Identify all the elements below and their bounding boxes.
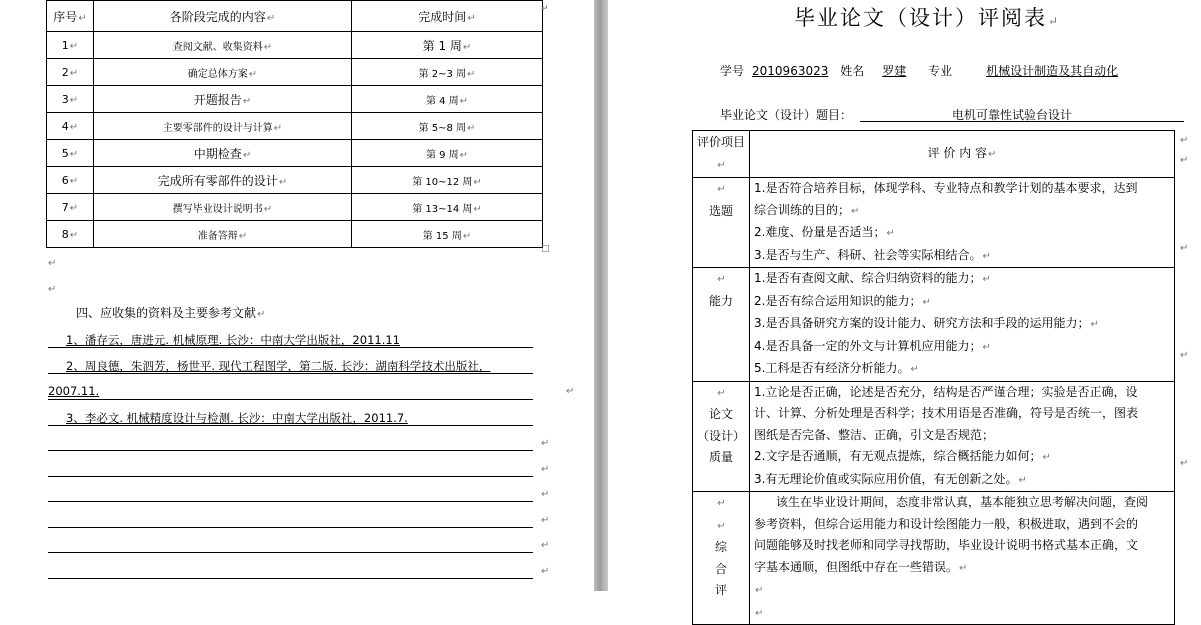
row-content: 查阅文献、收集资料↵ [94, 32, 352, 59]
underline-rule [48, 476, 533, 477]
paragraph-mark: ↵ [541, 489, 550, 500]
topic-label: 毕业论文（设计）题目： [720, 108, 853, 122]
underline-rule [48, 373, 533, 374]
underline-rule [48, 578, 533, 579]
paragraph-mark: ↵ [566, 386, 575, 397]
underline-rule [48, 501, 533, 502]
end-of-row-mark: ↵ [541, 4, 549, 14]
header-cell: 各阶段完成的内容↵ [94, 1, 352, 32]
underline-rule [48, 552, 533, 553]
table-resize-handle[interactable]: □ [541, 244, 550, 254]
evaluation-content: 1.是否有查阅文献、综合归纳资料的能力；↵ 2.是否有综合运用知识的能力；↵ 3.是否具备研究方案的设计能力、研究方法和手段的运用能力；↵ 4.是否具备一定的外文与计算机应用能力；↵ 5.工科是否有经济分析能力。↵ [750, 268, 1175, 382]
row-time: 第 1 周↵ [352, 32, 543, 59]
paragraph-mark: ↵ [541, 515, 550, 526]
references-section-title: 四、应收集的资料及主要参考文献↵ [76, 306, 266, 320]
right-page [608, 0, 1201, 619]
underline-rule [48, 425, 533, 426]
paragraph-mark: ↵ [48, 284, 57, 295]
evaluation-content: 1.是否符合培养目标，体现学科、专业特点和教学计划的基本要求，达到 综合训练的目的；↵ 2.难度、份量是否适当；↵ 3.是否与生产、科研、社会等实际相结合。↵ [750, 178, 1175, 268]
table-row [47, 194, 543, 221]
header-cell: 评价项目↵ [693, 131, 750, 178]
table-row [47, 59, 543, 86]
row-number: 5↵ [47, 140, 94, 167]
underline-rule [48, 527, 533, 528]
row-number: 6↵ [47, 167, 94, 194]
left-page [0, 0, 594, 591]
row-time: 第 5~8 周↵ [352, 113, 543, 140]
end-of-row-mark: ↵ [1180, 458, 1189, 469]
overall-comment[interactable]: 该生在毕业设计期间，态度非常认真，基本能独立思考解决问题，查阅 参考资料，但综合运用能力和设计绘图能力一般，积极进取，遇到不会的 问题能够及时找老师和同学寻找帮助，毕业设计说明书格式基本正确，文 字基本通顺，但图纸中存在一些错误。↵ ↵ ↵ [750, 492, 1175, 625]
paragraph-mark: ↵ [541, 540, 550, 551]
row-content: 中期检查↵ [94, 140, 352, 167]
row-content: 主要零部件的设计与计算↵ [94, 113, 352, 140]
row-content: 完成所有零部件的设计↵ [94, 167, 352, 194]
row-number: 7↵ [47, 194, 94, 221]
row-time: 第 2~3 周↵ [352, 59, 543, 86]
end-of-row-mark: ↵ [1180, 350, 1189, 361]
schedule-table [46, 0, 543, 248]
student-id-value: 2010963023 [752, 64, 829, 78]
underline-rule [48, 347, 533, 348]
row-time: 第 9 周↵ [352, 140, 543, 167]
paragraph-mark: ↵ [541, 464, 550, 475]
end-of-row-mark: ↵ [1180, 155, 1189, 166]
table-row [47, 140, 543, 167]
end-of-row-mark: ↵ [1180, 135, 1189, 146]
header-cell: 完成时间↵ [352, 1, 543, 32]
reference-item: 2、周良德，朱泗芳，杨世平. 现代工程图学，第二版. 长沙：湖南科学技术出版社， [66, 359, 491, 373]
student-info-line: 学号 2010963023 姓名 罗建 专业 机械设计制造及其自动化 [720, 62, 1152, 79]
row-number: 3↵ [47, 86, 94, 113]
table-row [47, 167, 543, 194]
evaluation-row-ability [693, 268, 1175, 382]
evaluation-row-quality [693, 381, 1175, 492]
row-content: 准备答辩↵ [94, 221, 352, 248]
row-time: 第 10~12 周↵ [352, 167, 543, 194]
row-number: 2↵ [47, 59, 94, 86]
schedule-header-row [47, 1, 543, 32]
underline-rule [48, 450, 533, 451]
table-row [47, 86, 543, 113]
row-number: 8↵ [47, 221, 94, 248]
evaluation-label: ↵ 论文 （设计） 质量 [693, 381, 750, 492]
evaluation-label: ↵ 能力 [693, 268, 750, 382]
evaluation-label: ↵ 选题 [693, 178, 750, 268]
paragraph-mark: ↵ [48, 258, 57, 269]
header-cell: 序号↵ [47, 1, 94, 32]
row-number: 4↵ [47, 113, 94, 140]
paragraph-mark: ↵ [541, 566, 550, 577]
row-time: 第 4 周↵ [352, 86, 543, 113]
topic-value: 电机可靠性试验台设计 [952, 108, 1073, 122]
table-row [47, 113, 543, 140]
evaluation-content: 1.立论是否正确，论述是否充分，结构是否严谨合理；实验是否正确，设 计、计算、分析处理是否科学；技术用语是否准确，符号是否统一，图表 图纸是否完备、整洁、正确，引文是否规范； 2.文字是否通顺，有无观点提炼，综合概括能力如何；↵ 3.有无理论价值或实际应用价值，有无创新之处。↵ [750, 381, 1175, 492]
row-time: 第 15 周↵ [352, 221, 543, 248]
end-of-row-mark: ↵ [1180, 243, 1189, 254]
reference-item: 1、潘存云，唐进元. 机械原理. 长沙：中南大学出版社，2011.11 [66, 333, 400, 347]
paragraph-mark: ↵ [541, 438, 550, 449]
table-row [47, 32, 543, 59]
row-content: 开题报告↵ [94, 86, 352, 113]
student-name-value: 罗建 [882, 64, 907, 78]
header-cell: 评 价 内 容↵ [750, 131, 1175, 178]
row-content: 撰写毕业设计说明书↵ [94, 194, 352, 221]
evaluation-header-row [693, 131, 1175, 178]
table-row [47, 221, 543, 248]
reference-item: 3、李必文. 机械精度设计与检测. 长沙：中南大学出版社，2011.7. [66, 411, 408, 425]
major-value: 机械设计制造及其自动化 [986, 64, 1119, 78]
row-content: 确定总体方案↵ [94, 59, 352, 86]
row-number: 1↵ [47, 32, 94, 59]
underline-rule [48, 399, 533, 400]
page-title: 毕业论文（设计）评阅表↵ [794, 6, 1061, 30]
evaluation-row-topic [693, 178, 1175, 268]
page-gutter [594, 0, 608, 591]
evaluation-table [692, 130, 1175, 625]
evaluation-label: ↵ ↵ 综 合 评 [693, 492, 750, 625]
reference-item: 2007.11. [48, 384, 100, 398]
topic-underline [860, 121, 1184, 122]
row-time: 第 13~14 周↵ [352, 194, 543, 221]
evaluation-row-overall [693, 492, 1175, 625]
